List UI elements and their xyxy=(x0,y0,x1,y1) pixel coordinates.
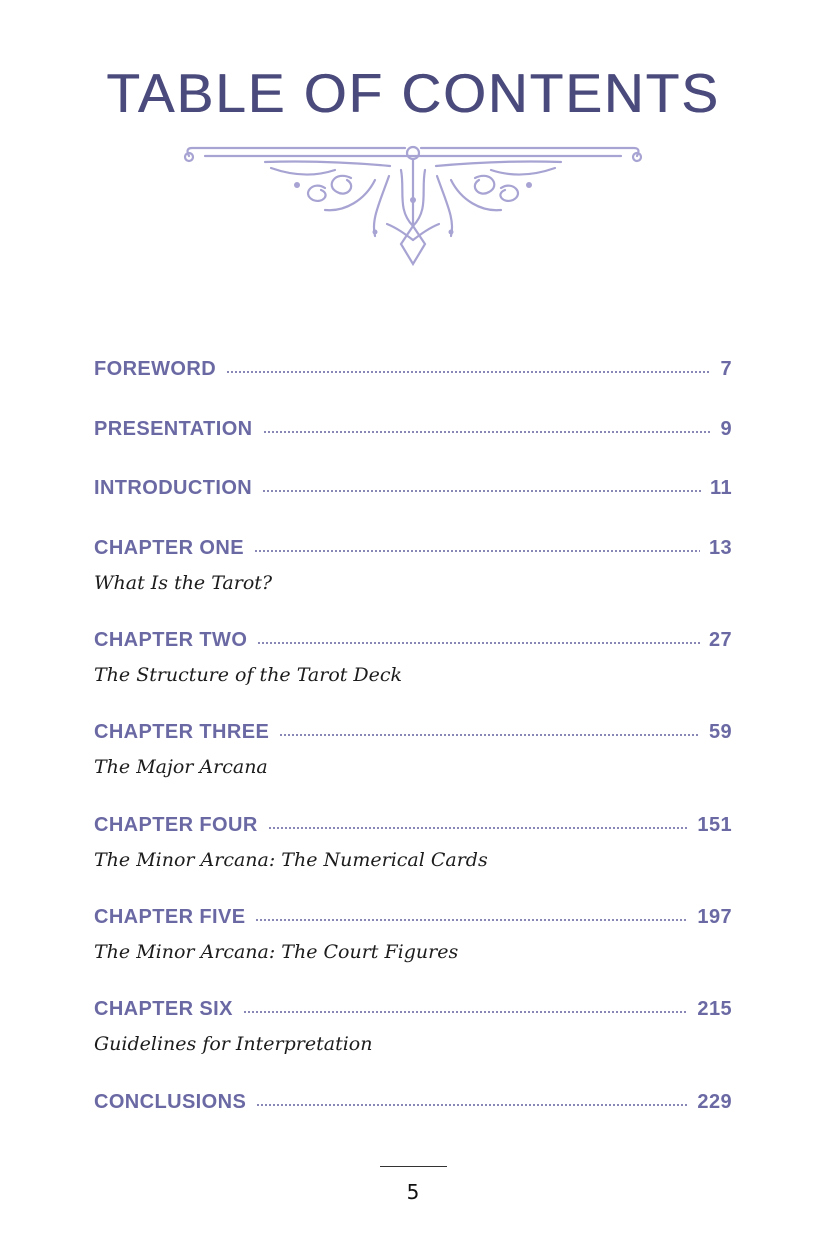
dot-leader xyxy=(262,489,701,493)
flourish-divider-icon xyxy=(175,140,651,268)
dot-leader xyxy=(255,918,688,922)
toc-entry-page: 7 xyxy=(720,358,732,380)
toc-entry-label: CHAPTER FIVE xyxy=(94,906,246,928)
chapter-subtitle: The Minor Arcana: The Numerical Cards xyxy=(94,849,488,871)
toc-entry-chapter-one[interactable] xyxy=(94,537,732,596)
toc-entry-presentation[interactable] xyxy=(94,418,732,446)
toc-entry-label: CHAPTER TWO xyxy=(94,629,248,651)
chapter-subtitle: Guidelines for Interpretation xyxy=(94,1033,373,1055)
chapter-subtitle: What Is the Tarot? xyxy=(94,572,273,594)
toc-entry-page: 59 xyxy=(708,721,732,743)
page-title: TABLE OF CONTENTS xyxy=(106,62,720,124)
toc-entry-page: 151 xyxy=(697,814,732,836)
dot-leader xyxy=(279,733,700,737)
toc-entry-page: 197 xyxy=(697,906,732,928)
footer-rule xyxy=(380,1166,447,1167)
toc-entry-label: CHAPTER THREE xyxy=(94,721,270,743)
toc-entry-chapter-six[interactable] xyxy=(94,998,732,1057)
toc-entry-page: 11 xyxy=(710,477,732,499)
chapter-subtitle: The Major Arcana xyxy=(94,756,268,778)
toc-entry-foreword[interactable] xyxy=(94,358,732,386)
toc-entry-label: CHAPTER ONE xyxy=(94,537,244,559)
dot-leader xyxy=(268,826,689,830)
toc-entry-introduction[interactable] xyxy=(94,477,732,505)
toc-entry-label: INTRODUCTION xyxy=(94,477,253,499)
chapter-subtitle: The Structure of the Tarot Deck xyxy=(94,664,403,686)
toc-entry-label: CHAPTER SIX xyxy=(94,998,233,1020)
toc-entry-page: 215 xyxy=(697,998,732,1020)
toc-entry-page: 229 xyxy=(697,1091,732,1113)
toc-entry-label: CHAPTER FOUR xyxy=(94,814,258,836)
dot-leader xyxy=(254,549,700,553)
toc-entry-label: FOREWORD xyxy=(94,358,217,380)
toc-entry-label: PRESENTATION xyxy=(94,418,253,440)
toc-entry-chapter-three[interactable] xyxy=(94,721,732,780)
toc-entry-page: 13 xyxy=(708,537,732,559)
toc-entry-chapter-four[interactable] xyxy=(94,814,732,873)
toc-entry-page: 27 xyxy=(708,629,732,651)
toc-entry-label: CONCLUSIONS xyxy=(94,1091,247,1113)
toc-entry-conclusions[interactable] xyxy=(94,1091,732,1119)
dot-leader xyxy=(226,370,711,374)
toc-entry-chapter-five[interactable] xyxy=(94,906,732,965)
toc-entry-chapter-two[interactable] xyxy=(94,629,732,688)
dot-leader xyxy=(263,430,712,434)
toc-entry-page: 9 xyxy=(720,418,732,440)
dot-leader xyxy=(257,641,700,645)
dot-leader xyxy=(256,1103,688,1107)
chapter-subtitle: The Minor Arcana: The Court Figures xyxy=(94,941,459,963)
dot-leader xyxy=(243,1010,689,1014)
page-number: 5 xyxy=(406,1180,420,1204)
